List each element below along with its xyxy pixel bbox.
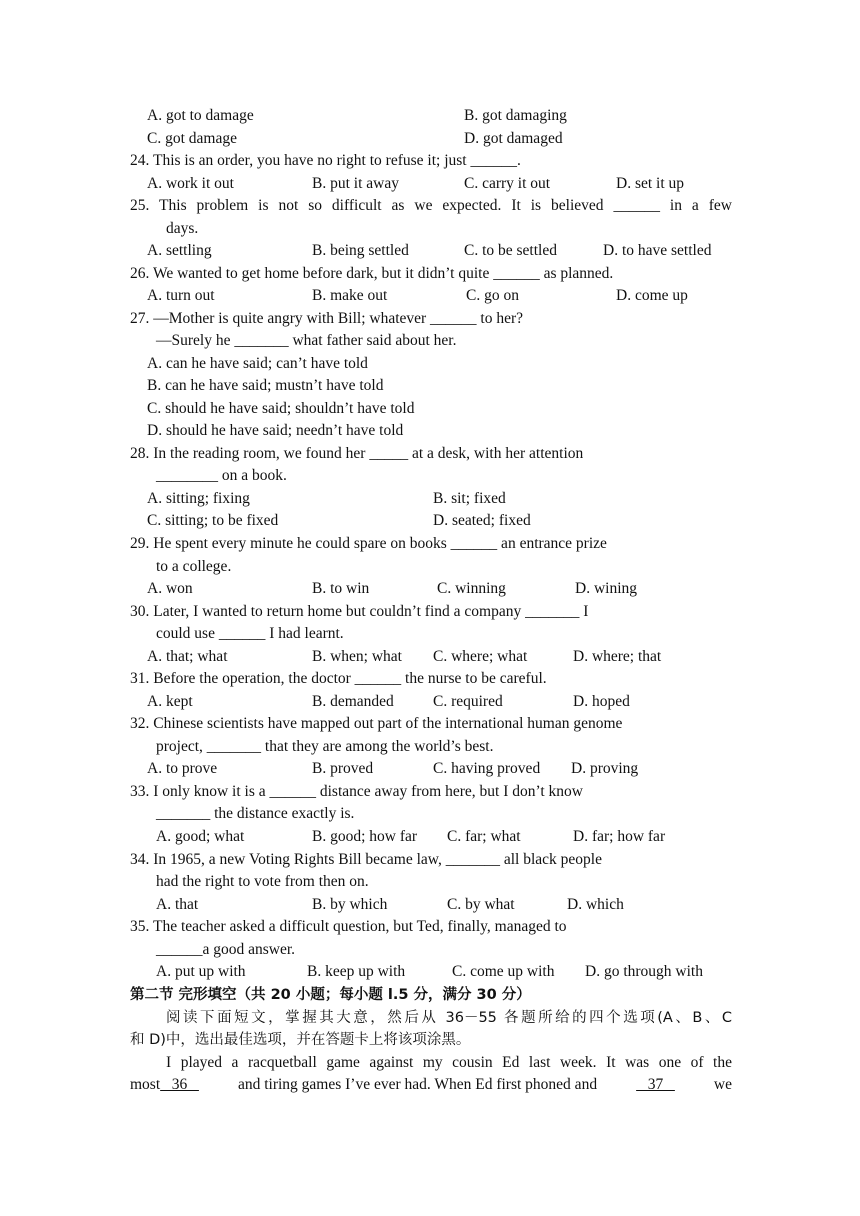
- q30-option-a: A. that; what: [147, 648, 228, 665]
- q29-option-c: C. winning: [437, 580, 506, 597]
- q31-option-a: A. kept: [147, 693, 193, 710]
- q32-stem-line2: project, _______ that they are among the world’s best.: [156, 738, 494, 755]
- q27-stem-line1: 27. —Mother is quite angry with Bill; whatever ______ to her?: [130, 310, 524, 327]
- passage-word-we: we: [713, 1076, 732, 1093]
- q33-option-d: D. far; how far: [573, 828, 666, 845]
- blank-36: 36: [160, 1076, 199, 1093]
- q29-option-b: B. to win: [312, 580, 370, 597]
- q29-option-a: A. won: [147, 580, 193, 597]
- q25-stem-line1: 25. This problem is not so difficult as we expected. It is believed ______ in a few: [130, 197, 732, 214]
- passage-text-mid: and tiring games I’ve ever had. When Ed first phoned and: [237, 1076, 598, 1093]
- q26-option-d: D. come up: [616, 287, 688, 304]
- q28-option-b: B. sit; fixed: [433, 490, 506, 507]
- q31-stem: 31. Before the operation, the doctor ______ the nurse to be careful.: [130, 670, 547, 687]
- passage-line2: [130, 1075, 732, 1095]
- q35-option-a: A. put up with: [156, 963, 246, 980]
- q29-option-d: D. wining: [575, 580, 637, 597]
- q32-option-c: C. having proved: [433, 760, 541, 777]
- q27-option-a: A. can he have said; can’t have told: [147, 355, 368, 372]
- q24-stem: 24. This is an order, you have no right to refuse it; just ______.: [130, 152, 521, 169]
- q25-option-d: D. to have settled: [603, 242, 712, 259]
- q23-option-c: C. got damage: [147, 130, 237, 147]
- passage-line1: I played a racquetball game against my cousin Ed last week. It was one of the: [166, 1054, 732, 1071]
- q26-option-b: B. make out: [312, 287, 388, 304]
- q31-option-d: D. hoped: [573, 693, 630, 710]
- q34-option-c: C. by what: [447, 896, 515, 913]
- instructions-line1: 阅读下面短文，掌握其大意，然后从 36－55 各题所给的四个选项(A、B、C: [166, 1010, 732, 1026]
- q32-option-d: D. proving: [571, 760, 639, 777]
- q34-stem-line2: had the right to vote from then on.: [156, 873, 369, 890]
- q24-option-a: A. work it out: [147, 175, 234, 192]
- q27-option-c: C. should he have said; shouldn’t have told: [147, 400, 415, 417]
- q25-option-c: C. to be settled: [464, 242, 557, 259]
- q27-stem-line2: —Surely he _______ what father said about her.: [156, 332, 457, 349]
- q32-option-b: B. proved: [312, 760, 374, 777]
- q30-option-c: C. where; what: [433, 648, 528, 665]
- q23-option-b: B. got damaging: [464, 107, 567, 124]
- q31-option-c: C. required: [433, 693, 503, 710]
- q34-option-a: A. that: [156, 896, 199, 913]
- q33-option-b: B. good; how far: [312, 828, 418, 845]
- q35-option-c: C. come up with: [452, 963, 555, 980]
- q34-stem-line1: 34. In 1965, a new Voting Rights Bill became law, _______ all black people: [130, 851, 602, 868]
- q28-stem-line2: ________ on a book.: [156, 467, 287, 484]
- q25-option-b: B. being settled: [312, 242, 409, 259]
- q27-option-d: D. should he have said; needn’t have told: [147, 422, 404, 439]
- q24-option-d: D. set it up: [616, 175, 685, 192]
- q24-option-c: C. carry it out: [464, 175, 551, 192]
- q23-option-d: D. got damaged: [464, 130, 563, 147]
- q35-stem-line1: 35. The teacher asked a difficult question, but Ted, finally, managed to: [130, 918, 567, 935]
- q29-stem-line1: 29. He spent every minute he could spare on books ______ an entrance prize: [130, 535, 607, 552]
- instructions-line2: 和 D)中，选出最佳选项，并在答题卡上将该项涂黑。: [130, 1032, 471, 1048]
- q26-option-c: C. go on: [466, 287, 519, 304]
- q32-option-a: A. to prove: [147, 760, 218, 777]
- q35-option-b: B. keep up with: [307, 963, 406, 980]
- q33-stem-line1: 33. I only know it is a ______ distance away from here, but I don’t know: [130, 783, 584, 800]
- blank-37: 37: [636, 1076, 675, 1093]
- section-heading: 第二节 完形填空（共 20 小题；每小题 l.5 分，满分 30 分）: [130, 987, 531, 1003]
- q25-option-a: A. settling: [147, 242, 212, 259]
- q34-option-d: D. which: [567, 896, 624, 913]
- q29-stem-line2: to a college.: [156, 558, 232, 575]
- q27-option-b: B. can he have said; mustn’t have told: [147, 377, 384, 394]
- q30-stem-line1: 30. Later, I wanted to return home but couldn’t find a company _______ I: [130, 603, 589, 620]
- q30-stem-line2: could use ______ I had learnt.: [156, 625, 344, 642]
- q35-stem-line2: ______a good answer.: [156, 941, 296, 958]
- q23-option-a: A. got to damage: [147, 107, 254, 124]
- q30-option-b: B. when; what: [312, 648, 402, 665]
- q31-option-b: B. demanded: [312, 693, 394, 710]
- q28-option-a: A. sitting; fixing: [147, 490, 250, 507]
- q26-stem: 26. We wanted to get home before dark, but it didn’t quite ______ as planned.: [130, 265, 614, 282]
- q33-option-a: A. good; what: [156, 828, 245, 845]
- q28-option-c: C. sitting; to be fixed: [147, 512, 279, 529]
- q30-option-d: D. where; that: [573, 648, 662, 665]
- q28-stem-line1: 28. In the reading room, we found her _____ at a desk, with her attention: [130, 445, 584, 462]
- q24-option-b: B. put it away: [312, 175, 399, 192]
- passage-word-most: most: [130, 1076, 161, 1093]
- q32-stem-line1: 32. Chinese scientists have mapped out part of the international human genome: [130, 715, 623, 732]
- q28-option-d: D. seated; fixed: [433, 512, 531, 529]
- q35-option-d: D. go through with: [585, 963, 703, 980]
- q25-stem-line2: days.: [166, 220, 199, 237]
- q33-option-c: C. far; what: [447, 828, 521, 845]
- q34-option-b: B. by which: [312, 896, 388, 913]
- q26-option-a: A. turn out: [147, 287, 215, 304]
- q33-stem-line2: _______ the distance exactly is.: [156, 805, 355, 822]
